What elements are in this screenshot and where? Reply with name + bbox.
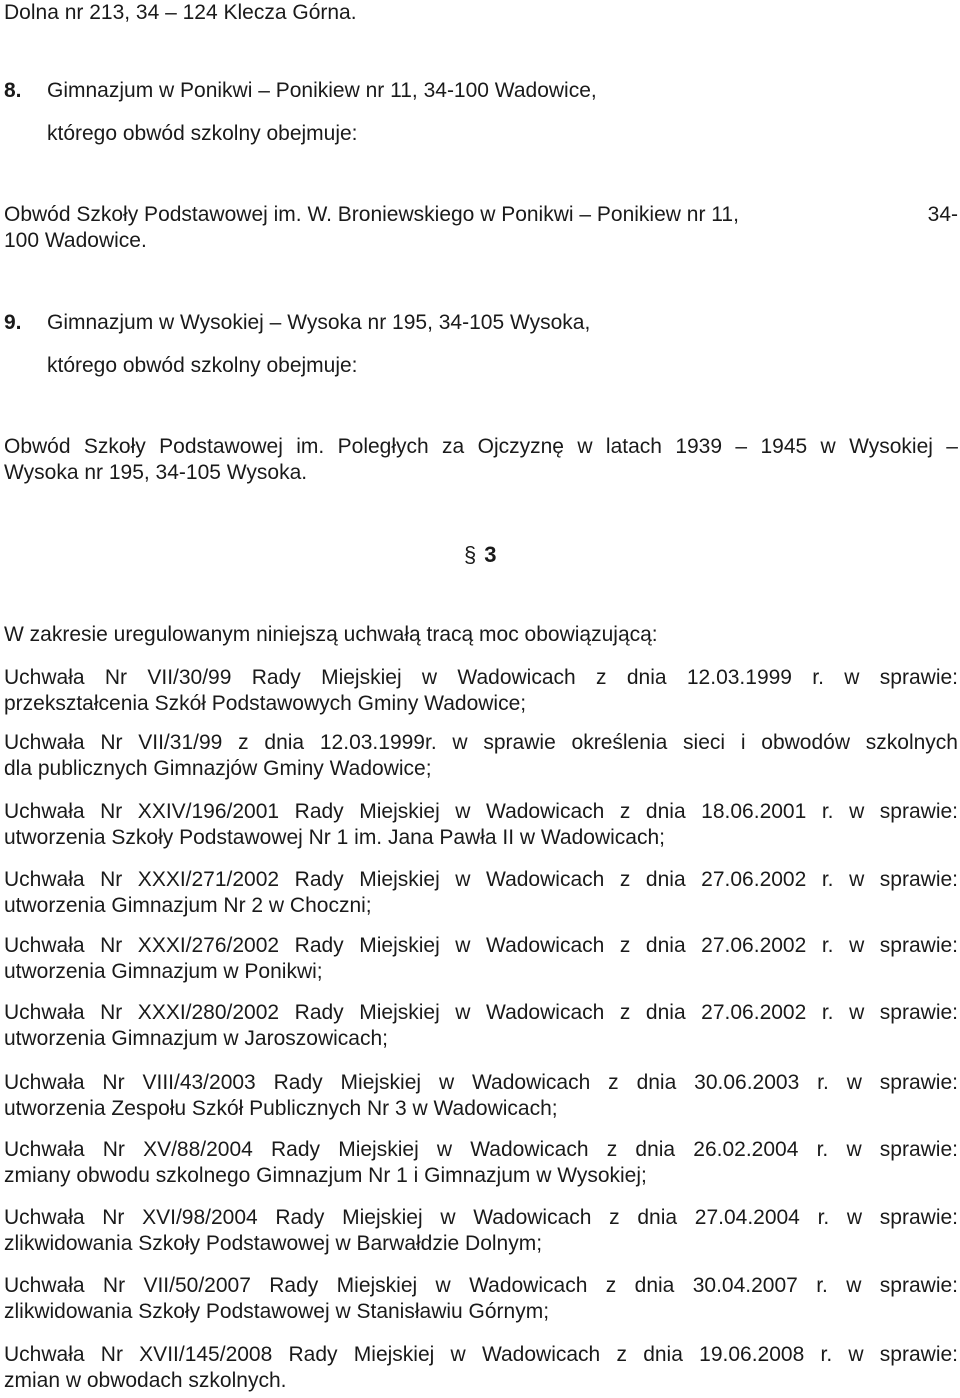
resolution-line2: zmiany obwodu szkolnego Gimnazjum Nr 1 i Gimnazjum w Wysokiej; [4,1164,647,1187]
item-8-subtitle: którego obwód szkolny obejmuje: [47,122,358,145]
resolution-line1: Uchwała Nr VII/31/99 z dnia 12.03.1999r. w sprawie określenia sieci i obwodów szkolnych [4,731,958,754]
item-9-body-line2: Wysoka nr 195, 34-105 Wysoka. [4,461,308,484]
resolution-line1: Uchwała Nr XXIV/196/2001 Rady Miejskiej w Wadowicach z dnia 18.06.2001 r. w sprawie: [4,800,958,823]
resolution-line2: dla publicznych Gimnazjów Gminy Wadowice; [4,757,432,780]
resolution-line1: Uchwała Nr VII/50/2007 Rady Miejskiej w Wadowicach z dnia 30.04.2007 r. w sprawie: [4,1274,958,1297]
resolution-line1: Uchwała Nr VII/30/99 Rady Miejskiej w Wadowicach z dnia 12.03.1999 r. w sprawie: [4,666,958,689]
section-symbol: § [464,542,477,567]
header-line: Dolna nr 213, 34 – 124 Klecza Górna. [4,1,357,24]
resolution-line1: Uchwała Nr XXXI/280/2002 Rady Miejskiej w Wadowicach z dnia 27.06.2002 r. w sprawie: [4,1001,958,1024]
item-9-title: 9. Gimnazjum w Wysokiej – Wysoka nr 195, 34-105 Wysoka, [4,311,591,334]
intro-text: W zakresie uregulowanym niniejszą uchwałą tracą moc obowiązującą: [4,623,658,646]
resolution-line2: przekształcenia Szkół Podstawowych Gminy Wadowice; [4,692,527,715]
resolution-line2: utworzenia Gimnazjum Nr 2 w Choczni; [4,894,372,917]
item-8-number: 8. [4,79,22,102]
resolution-line2: utworzenia Szkoły Podstawowej Nr 1 im. Jana Pawła II w Wadowicach; [4,826,665,849]
item-9-body-line1: Obwód Szkoły Podstawowej im. Poległych za Ojczyznę w latach 1939 – 1945 w Wysokiej – [4,435,958,458]
resolution-line1: Uchwała Nr XXXI/271/2002 Rady Miejskiej w Wadowicach z dnia 27.06.2002 r. w sprawie: [4,868,958,891]
resolution-line1: Uchwała Nr VIII/43/2003 Rady Miejskiej w Wadowicach z dnia 30.06.2003 r. w sprawie: [4,1071,958,1094]
item-8-body-line1: Obwód Szkoły Podstawowej im. W. Broniewskiego w Ponikwi – Ponikiew nr 11, 34- [4,203,958,226]
resolution-line1: Uchwała Nr XVI/98/2004 Rady Miejskiej w Wadowicach z dnia 27.04.2004 r. w sprawie: [4,1206,958,1229]
item-9-number: 9. [4,311,22,334]
resolution-line1: Uchwała Nr XXXI/276/2002 Rady Miejskiej w Wadowicach z dnia 27.06.2002 r. w sprawie: [4,934,958,957]
item-8-title: 8. Gimnazjum w Ponikwi – Ponikiew nr 11, 34-100 Wadowice, [4,79,597,102]
resolution-line2: utworzenia Gimnazjum w Jaroszowicach; [4,1027,388,1050]
resolution-line1: Uchwała Nr XV/88/2004 Rady Miejskiej w Wadowicach z dnia 26.02.2004 r. w sprawie: [4,1138,958,1161]
section-heading [464,542,497,568]
resolution-line2: zmian w obwodach szkolnych. [4,1369,287,1392]
resolution-line2: utworzenia Zespołu Szkół Publicznych Nr 3 w Wadowicach; [4,1097,558,1120]
resolution-line2: zlikwidowania Szkoły Podstawowej w Barwałdzie Dolnym; [4,1232,543,1255]
item-8-body-line2: 100 Wadowice. [4,229,147,252]
resolution-line1: Uchwała Nr XVII/145/2008 Rady Miejskiej w Wadowicach z dnia 19.06.2008 r. w sprawie: [4,1343,958,1366]
resolution-line2: utworzenia Gimnazjum w Ponikwi; [4,960,323,983]
item-9-subtitle: którego obwód szkolny obejmuje: [47,354,358,377]
resolution-line2: zlikwidowania Szkoły Podstawowej w Stanisławiu Górnym; [4,1300,550,1323]
section-number: 3 [484,542,497,567]
